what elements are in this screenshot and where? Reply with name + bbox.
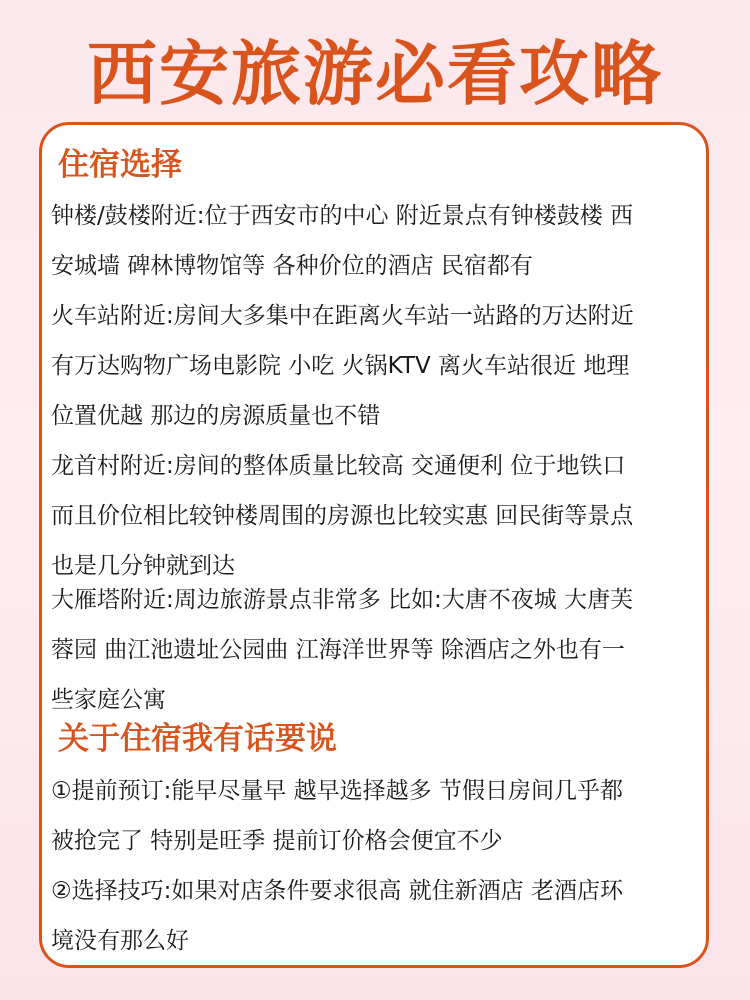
section-heading-accommodation-tips: 关于住宿我有话要说 [58, 721, 337, 757]
text-line: 些家庭公寓 [51, 687, 166, 713]
paragraph-big-wild-goose-pagoda [51, 575, 709, 725]
section-heading-accommodation-choice: 住宿选择 [58, 147, 182, 183]
text-line: ②选择技巧:如果对店条件要求很高 就住新酒店 老酒店环 [51, 878, 623, 904]
page-title: 西安旅游必看攻略 [87, 33, 663, 115]
text-line: 有万达购物广场电影院 小吃 火锅KTV 离火车站很近 地理 [51, 353, 630, 379]
text-line: 火车站附近:房间大多集中在距离火车站一站路的万达附近 [51, 303, 634, 329]
paragraph-longshou-village [51, 441, 709, 591]
paragraph-book-early [51, 766, 709, 866]
text-line: 安城墙 碑林博物馆等 各种价位的酒店 民宿都有 [51, 253, 533, 279]
paragraph-bell-drum-tower [51, 191, 709, 291]
text-line: 被抢完了 特别是旺季 提前订价格会便宜不少 [51, 828, 503, 854]
text-line: 大雁塔附近:周边旅游景点非常多 比如:大唐不夜城 大唐芙 [51, 587, 634, 613]
text-line: 龙首村附近:房间的整体质量比较高 交通便利 位于地铁口 [51, 453, 626, 479]
text-line: 也是几分钟就到达 [51, 553, 235, 579]
text-line: 钟楼/鼓楼附近:位于西安市的中心 附近景点有钟楼鼓楼 西 [51, 203, 634, 229]
text-line: ①提前预订:能早尽量早 越早选择越多 节假日房间几乎都 [51, 778, 623, 804]
paragraph-train-station [51, 291, 709, 441]
content-card [39, 122, 709, 968]
text-line: 而且价位相比较钟楼周围的房源也比较实惠 回民街等景点 [51, 503, 634, 529]
text-line: 蓉园 曲江池遗址公园曲 江海洋世界等 除酒店之外也有一 [51, 637, 625, 663]
paragraph-selection-tips [51, 866, 709, 966]
text-line: 境没有那么好 [51, 928, 189, 954]
text-line: 位置优越 那边的房源质量也不错 [51, 403, 381, 429]
